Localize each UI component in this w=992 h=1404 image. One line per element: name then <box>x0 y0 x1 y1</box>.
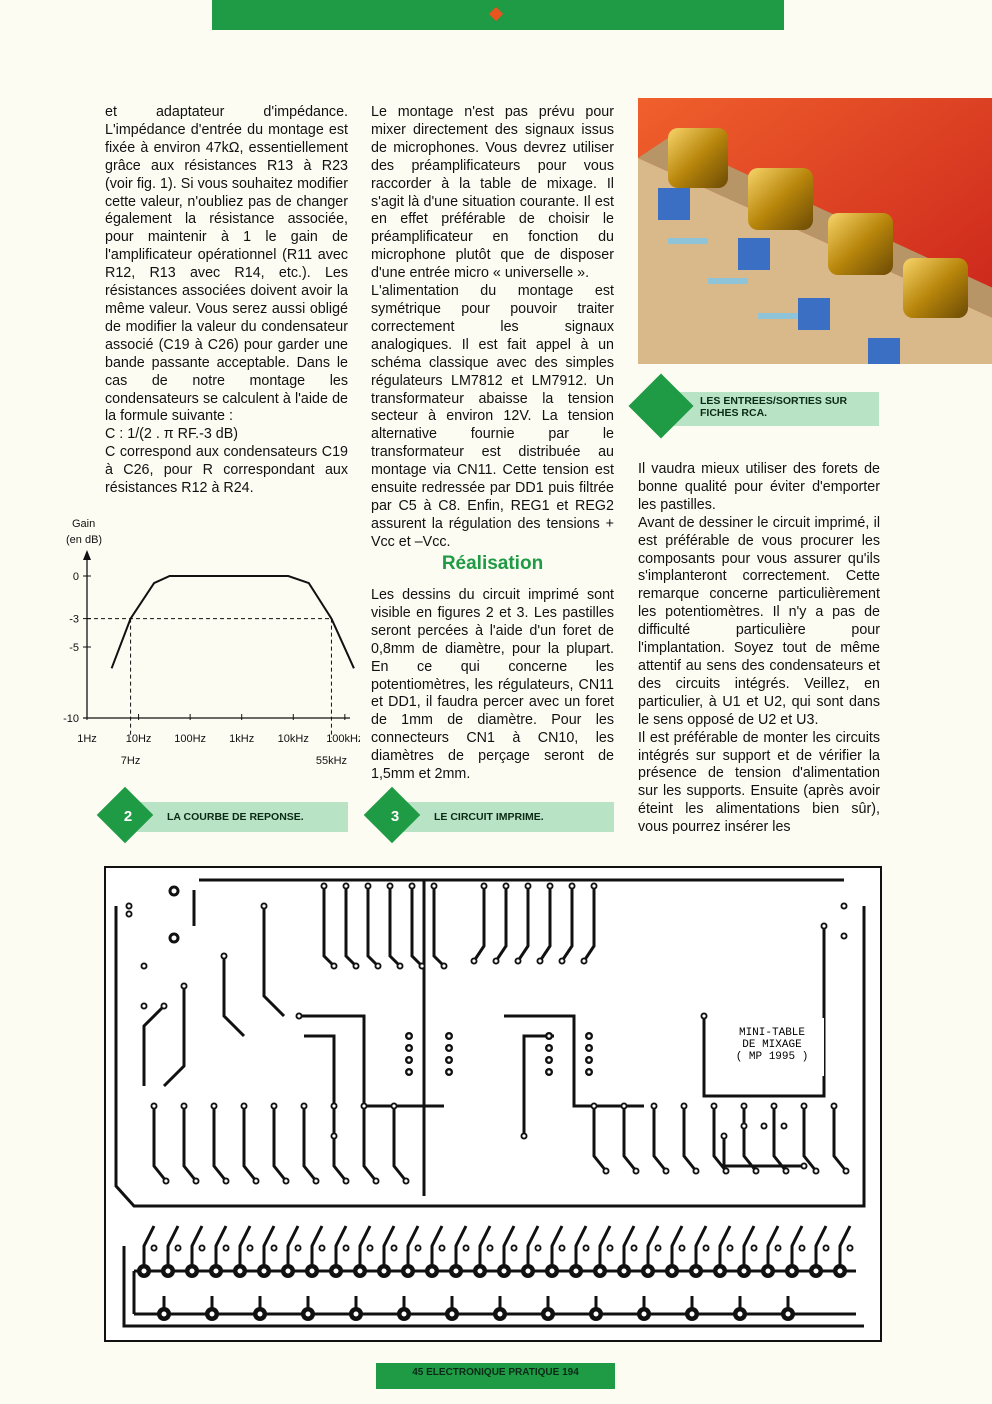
cutoff-marker-label: 7Hz <box>120 755 141 767</box>
col1-paragraph-2: C correspond aux condensateurs C19 à C26, pour R correspondant aux résistances R12 à R24. <box>105 444 348 497</box>
caption-fig3 <box>390 802 614 832</box>
section-heading: Réalisation <box>441 553 544 574</box>
pcb-layout-figure <box>104 866 882 1342</box>
col3-paragraph-2: Avant de dessiner le circuit imprimé, il est préférable de vous procurer les composants pour vous assurer qu'ils s'implanteront correctement. Cette remarque concerne particulièrement les potentiomètres. Il n'y a pas de difficulté particulière pour l'implantation. Soyez tout de même attentif au sens des condensateurs et des circuits intégrés. Veillez, en particulier, à U1 et U2, qui sont dans le sens opposé de U2 et U3. <box>638 514 880 728</box>
text-column-2b <box>371 587 614 784</box>
rca-connectors-photo <box>638 98 992 364</box>
y-tick-label: -3 <box>69 613 79 626</box>
response-curve <box>112 576 354 668</box>
x-tick-label: 1kHz <box>229 733 255 745</box>
figure-number: 3 <box>384 806 406 828</box>
caption-photo-text: LES ENTREES/SORTIES SUR FICHES RCA. <box>700 395 848 419</box>
x-tick-label: 100Hz <box>174 733 207 745</box>
x-tick-label: 10kHz <box>277 733 309 745</box>
top-color-bar <box>212 0 784 30</box>
pcb-label-line1: MINI-TABLE <box>738 1027 806 1039</box>
y-axis-arrow-icon <box>83 550 91 560</box>
figure-number: 2 <box>117 806 139 828</box>
y-axis-label-line1: Gain <box>72 518 96 530</box>
x-tick-label: 1Hz <box>77 733 97 745</box>
cutoff-marker-label: 55kHz <box>315 755 348 767</box>
page-footer: 45 ELECTRONIQUE PRATIQUE 194 <box>376 1363 615 1389</box>
y-tick-label: -10 <box>63 713 79 725</box>
y-tick-label: 0 <box>72 571 79 583</box>
caption-fig2-text: LA COURBE DE REPONSE. <box>167 811 304 823</box>
col3-paragraph-3: Il est préférable de monter les circuits intégrés sur support et de vérifier la présence de tension d'alimentation sur les supports. Ensuite (après avoir éteint les alimentations bien sûr), vous pourrez insérer les <box>638 729 880 836</box>
col1-formula: C : 1/(2 . π RF.-3 dB) <box>105 426 239 443</box>
col1-paragraph-1: et adaptateur d'impédance. L'impédance d'entrée du montage est fixée à environ 47kΩ, essentiellement grâce aux résistances R13 à R23 (voir fig. 1). Si vous souhaitez modifier cette valeur, n'oubliez pas de changer également la résistance associée, pour maintenir à 1 le gain de l'amplificateur opérationnel (R11 avec R12, R13 avec R14, etc.). Les résistances associées doivent avoir la même valeur. Vous serez aussi obligé de modifier la valeur du condensateur associé (C19 à C26) pour garder une bande passante acceptable. Dans le cas de notre montage les condensateurs se calculent à l'aide de la formule suivante : <box>105 104 348 425</box>
caption-fig2 <box>123 802 348 832</box>
pcb-label-line3: ( MP 1995 ) <box>735 1051 809 1063</box>
col3-paragraph-1: Il vaudra mieux utiliser des forets de bonne qualité pour éviter d'emporter les pastilles. <box>638 461 880 513</box>
caption-diamond-icon <box>628 373 693 438</box>
pcb-label-line2: DE MIXAGE <box>742 1039 802 1051</box>
col2-paragraph-3: Les dessins du circuit imprimé sont visible en figures 2 et 3. Les pastilles seront percées à l'aide d'un foret de 0,8mm de diamètre, pour la plupart. En ce qui concerne les potentiomètres, les régulateurs, CN11 et DD1, il faudra percer avec un foret de 1mm de diamètre. Pour les connecteurs CN1 à CN10, les diamètres de perçage seront de 1,5mm et 2mm. <box>371 587 614 783</box>
caption-photo <box>660 392 879 426</box>
col2-paragraph-2: L'alimentation du montage est symétrique pour pouvoir traiter correctement les signaux analogiques. Il est fait appel à un schéma classique avec des simples régulateurs LM7812 et LM7912. Un transformateur abaisse la tension secteur à environ 12V. La tension alternative fournie par le transformateur est distribuée au montage via CN11. Cette tension est ensuite redressée par DD1 puis filtrée par C5 à C8. Enfin, REG1 et REG2 assurent la régulation des tensions + Vcc et –Vcc. <box>371 283 614 550</box>
x-tick-label: 100kHz <box>326 733 360 745</box>
y-tick-label: -5 <box>69 642 79 654</box>
text-column-2 <box>371 104 614 552</box>
chart-svg <box>60 512 360 774</box>
y-axis-label-line2: (en dB) <box>66 534 103 546</box>
caption-fig3-text: LE CIRCUIT IMPRIME. <box>434 811 544 823</box>
diamond-ornament-icon <box>489 7 503 21</box>
pcb-svg <box>104 866 882 1342</box>
text-column-1 <box>105 104 348 498</box>
text-column-3 <box>638 461 880 837</box>
frequency-response-chart <box>60 512 360 774</box>
x-tick-label: 10Hz <box>125 733 152 745</box>
col2-paragraph-1: Le montage n'est pas prévu pour mixer directement des signaux issus de microphones. Vous devrez utiliser des préamplificateurs pour vous raccorder à la table de mixage. Il s'agit là d'une situation courante. Il est en effet préférable de choisir le préamplificateur en fonction du microphone plutôt que de disposer d'une entrée micro « universelle ». <box>371 104 614 282</box>
